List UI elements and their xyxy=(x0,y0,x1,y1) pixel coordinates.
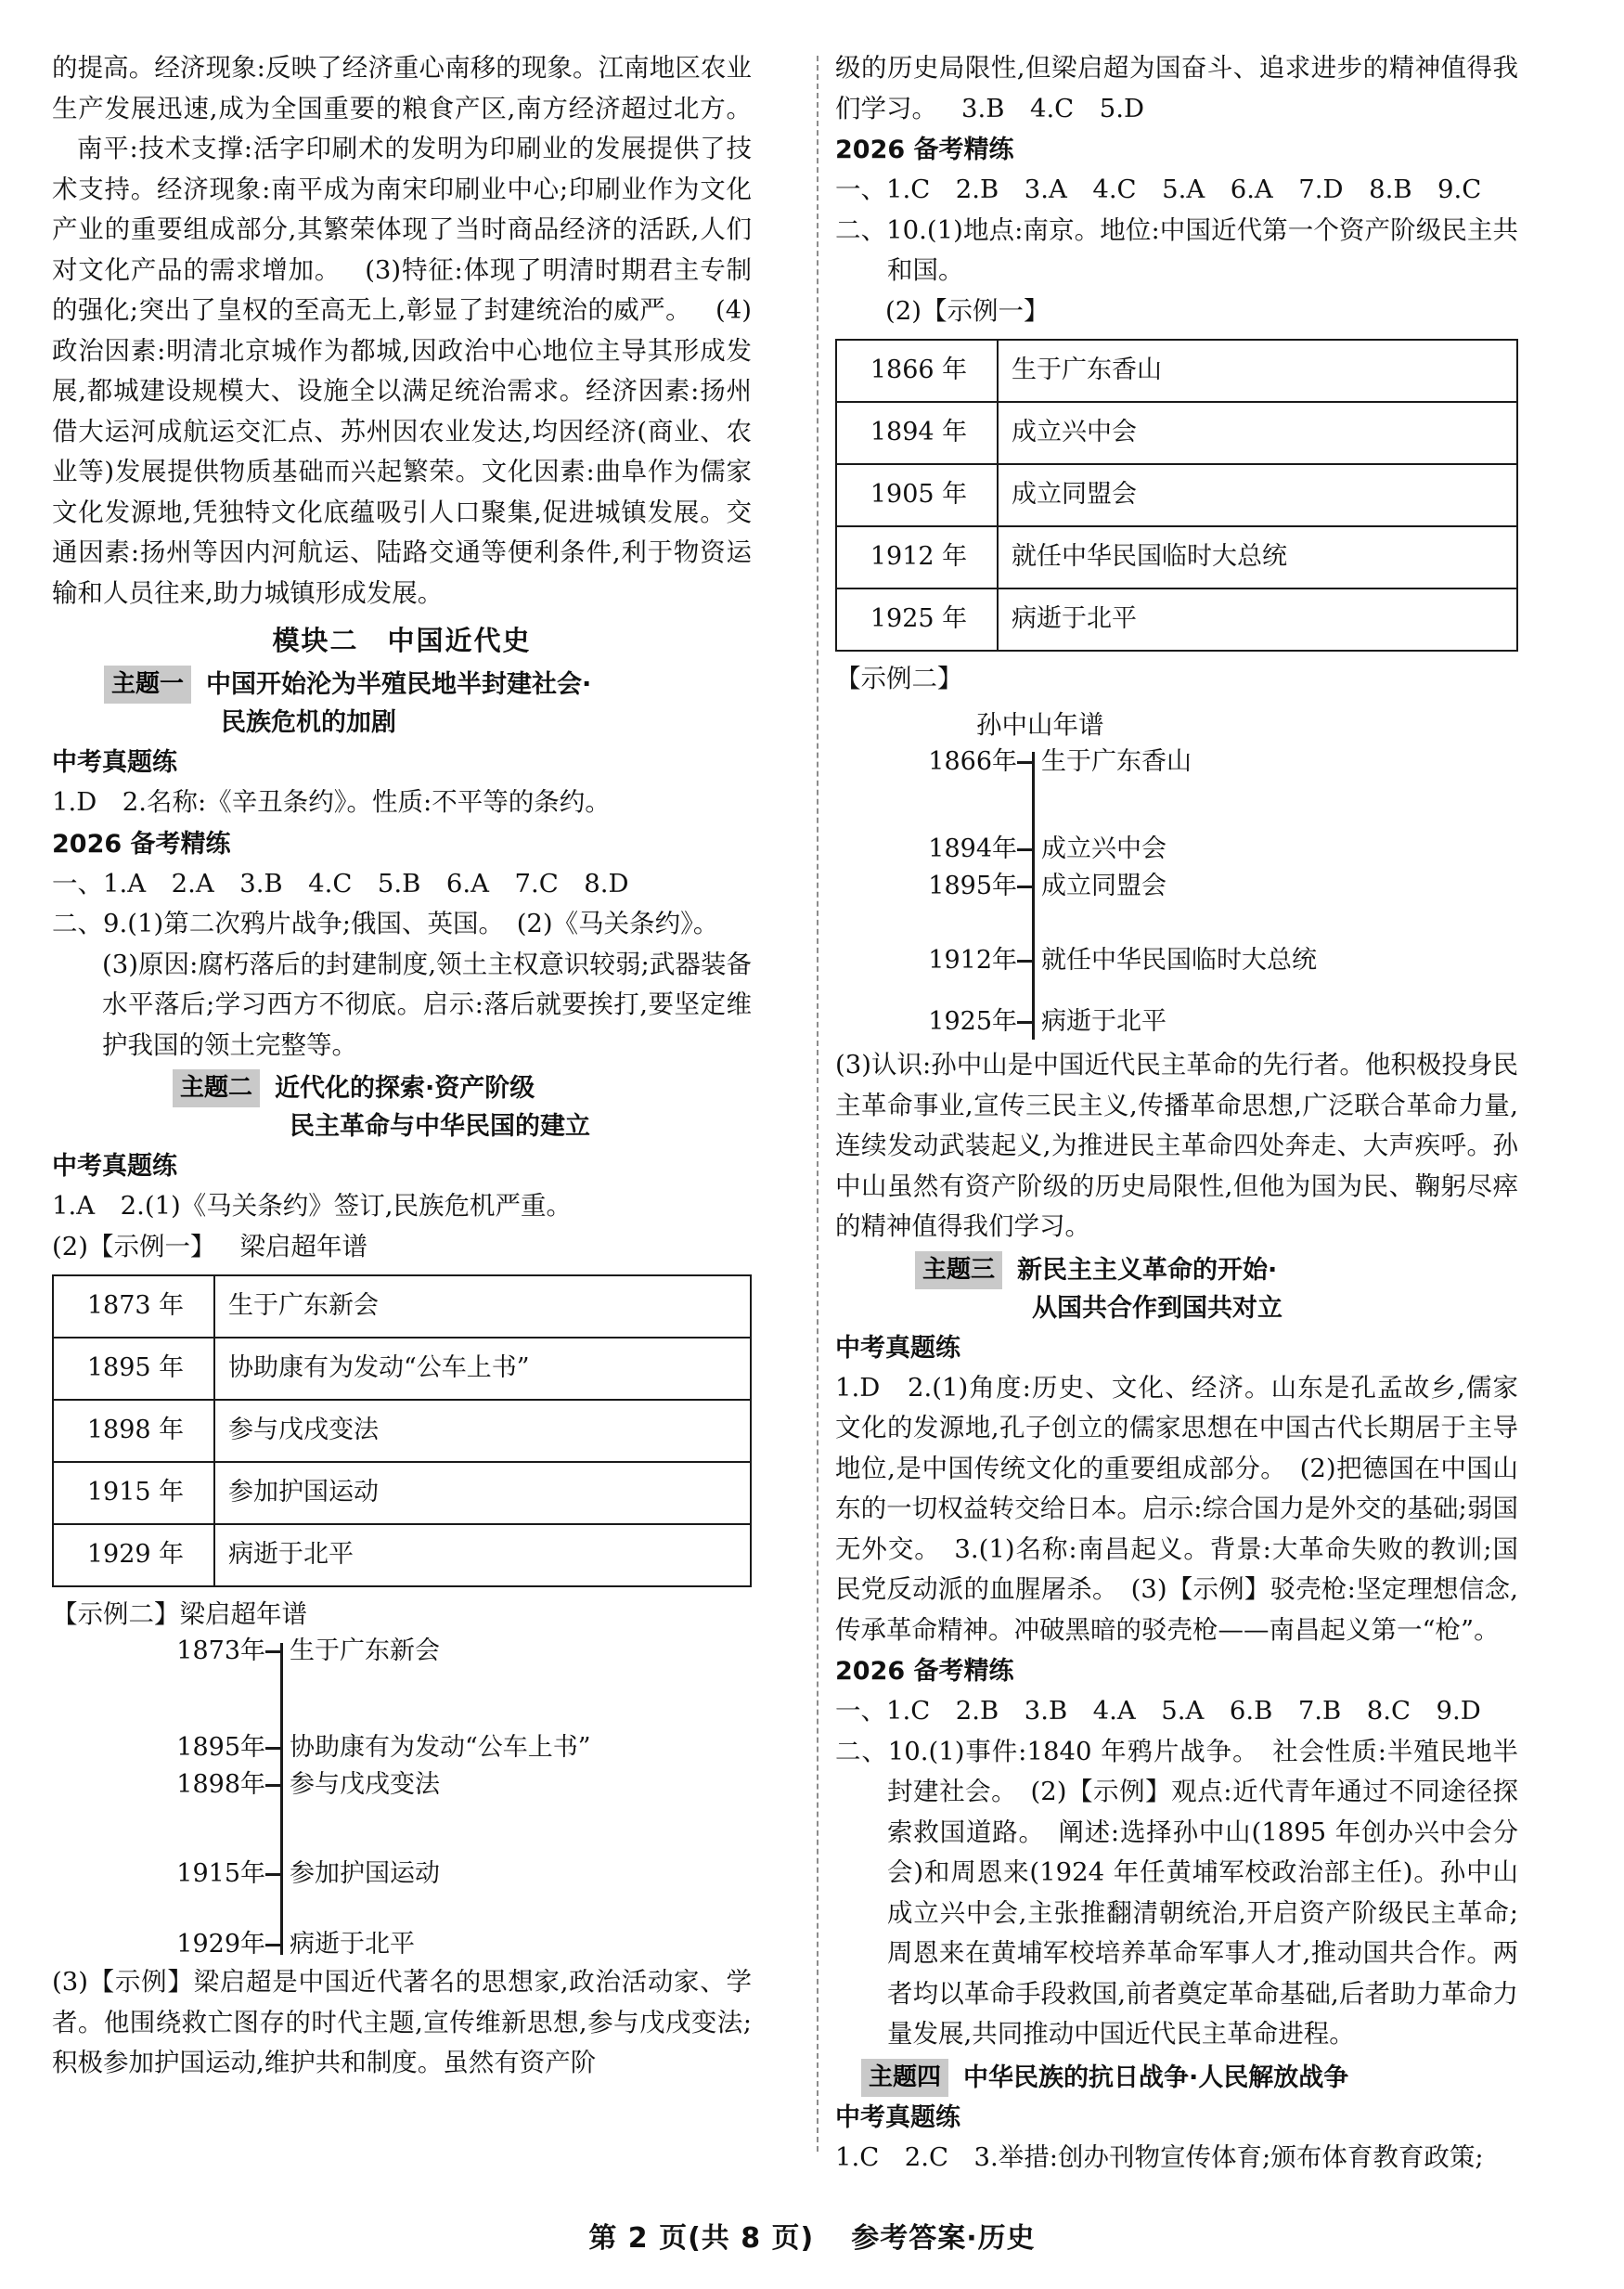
timeline-tick-icon xyxy=(265,1873,280,1876)
theme-two-prep-objective: 一、1.C 2.B 3.A 4.C 5.A 6.A 7.D 8.B 9.C xyxy=(835,175,1482,204)
theme-one-tag: 主题一 xyxy=(104,666,191,704)
timeline-event: 参加护国运动 xyxy=(290,1859,440,1888)
timeline-entry xyxy=(52,1734,591,1762)
table-cell-event: 病逝于北平 xyxy=(998,588,1517,651)
theme-three-tag: 主题三 xyxy=(915,1251,1002,1289)
liang-qichao-chronology-table xyxy=(52,1274,752,1587)
timeline-entry xyxy=(835,873,1166,900)
timeline-entry xyxy=(52,1931,415,1959)
sun-yatsen-timeline-title: 孙中山年谱 xyxy=(976,710,1104,740)
table-row xyxy=(53,1275,751,1338)
theme-two-answer-1: 1.A 2.(1)《马关条约》签订,民族危机严重。 xyxy=(52,1191,573,1221)
theme-one-real-exam-heading: 中考真题练 xyxy=(52,748,177,777)
timeline-tick-icon xyxy=(265,1944,280,1946)
theme-three-header xyxy=(835,1251,1518,1327)
theme-four-real-exam-heading: 中考真题练 xyxy=(835,2102,960,2132)
theme-three-real-exam-heading: 中考真题练 xyxy=(835,1333,960,1363)
theme-two-prep-subjective-1: 二、10.(1)地点:南京。地位:中国近代第一个资产阶级民主共和国。 xyxy=(835,214,1518,285)
column-divider xyxy=(817,56,818,2152)
timeline-event: 生于广东香山 xyxy=(1041,747,1192,776)
timeline-entry xyxy=(835,748,1192,776)
theme-two-example-one-label: (2)【示例一】 梁启超年谱 xyxy=(52,1231,367,1261)
timeline-tick-icon xyxy=(265,1784,280,1787)
table-cell-year: 1925 年 xyxy=(836,588,998,651)
timeline-event: 就任中华民国临时大总统 xyxy=(1041,946,1317,975)
table-row xyxy=(836,340,1517,402)
page-number: 第 2 页(共 8 页) xyxy=(588,2222,815,2255)
theme-two-answer-3: (3)【示例】梁启超是中国近代著名的思想家,政治活动家、学者。他围绕救亡图存的时代主题,宣传维新思想,参与戊戌变法;积极参加护国运动,维护共和制度。虽然有资产阶 xyxy=(52,1967,752,2077)
page-footer xyxy=(0,2215,1624,2256)
timeline-year: 1895年 xyxy=(176,1733,265,1762)
table-cell-event: 就任中华民国临时大总统 xyxy=(998,526,1517,588)
theme-one-prep-objective: 一、1.A 2.A 3.B 4.C 5.B 6.A 7.C 8.D xyxy=(52,868,629,899)
theme-two-prep-heading: 2026 备考精练 xyxy=(835,136,1014,164)
timeline-event: 协助康有为发动“公车上书” xyxy=(290,1733,591,1762)
table-cell-event: 成立同盟会 xyxy=(998,464,1517,526)
table-row xyxy=(53,1400,751,1462)
timeline-entry xyxy=(835,1008,1166,1036)
liang-qichao-timeline-label: 【示例二】梁启超年谱 xyxy=(52,1599,307,1629)
table-row xyxy=(836,402,1517,464)
table-cell-event: 参与戊戌变法 xyxy=(214,1400,751,1462)
timeline-entry xyxy=(52,1771,440,1799)
timeline-entry xyxy=(835,835,1166,863)
theme-one-real-exam-answers: 1.D 2.名称:《辛丑条约》。性质:不平等的条约。 xyxy=(52,787,611,817)
timeline-event: 病逝于北平 xyxy=(290,1930,415,1959)
theme-two-header xyxy=(52,1069,752,1145)
right-column xyxy=(785,48,1518,2172)
right-continued-paragraph: 级的历史局限性,但梁启超为国奋斗、追求进步的精神值得我们学习。 3.B 4.C 5.D xyxy=(835,53,1518,123)
table-body xyxy=(836,340,1517,651)
table-cell-year: 1873 年 xyxy=(53,1275,214,1338)
theme-one-prep-subjective-2: (3)原因:腐朽落后的封建制度,领土主权意识较弱;武器装备水平落后;学习西方不彻底。启示:落后就要挨打,要坚定维护我国的领土完整等。 xyxy=(102,949,752,1060)
theme-two-title: 近代化的探索·资产阶级 民主革命与中华民国的建立 xyxy=(275,1074,591,1141)
timeline-tick-icon xyxy=(1017,848,1032,851)
table-cell-year: 1905 年 xyxy=(836,464,998,526)
theme-four-real-exam-answers: 1.C 2.C 3.举措:创办刊物宣传体育;颁布体育教育政策; xyxy=(835,2141,1484,2172)
table-cell-year: 1894 年 xyxy=(836,402,998,464)
timeline-year: 1894年 xyxy=(928,834,1017,863)
two-column-layout xyxy=(52,48,1572,2172)
table-row xyxy=(53,1338,751,1400)
timeline-tick-icon xyxy=(265,1650,280,1653)
theme-three-real-exam-answers: 1.D 2.(1)角度:历史、文化、经济。山东是孔孟故乡,儒家文化的发源地,孔子创立的儒家思想在中国古代长期居于主导地位,是中国传统文化的重要组成部分。 (2)把德国在中国山东的一切权益转交给日本。启示:综合国力是外交的基础;弱国无外交。 3.(1)名称:南昌起义。背景:大革命失败的教训;国民党反动派的血腥屠杀。 (3)【示例】驳壳枪:坚定理想信念,传承革命精神。冲破黑暗的驳壳枪——南昌起义第一“枪”。 xyxy=(835,1372,1518,1645)
table-row xyxy=(53,1524,751,1586)
timeline-entry xyxy=(52,1637,451,1665)
theme-two-tag: 主题二 xyxy=(173,1069,260,1107)
timeline-tick-icon xyxy=(1017,761,1032,764)
theme-four-header xyxy=(835,2059,1518,2097)
timeline-event: 生于广东新会 xyxy=(290,1636,440,1665)
timeline-year: 1915年 xyxy=(176,1859,265,1888)
table-row xyxy=(53,1462,751,1524)
footer-subject-label: 参考答案·历史 xyxy=(851,2222,1036,2255)
theme-one-prep-subjective-1: 二、9.(1)第二次鸦片战争;俄国、英国。 (2)《马关条约》。 xyxy=(52,909,719,938)
theme-two-real-exam-heading: 中考真题练 xyxy=(52,1152,177,1181)
theme-one-title: 中国开始沦为半殖民地半封建社会· 民族危机的加剧 xyxy=(206,670,592,737)
table-cell-event: 病逝于北平 xyxy=(214,1524,751,1586)
table-cell-year: 1929 年 xyxy=(53,1524,214,1586)
timeline-event: 成立兴中会 xyxy=(1041,834,1166,863)
left-column xyxy=(52,48,785,2165)
sun-yatsen-timeline xyxy=(835,748,1518,1045)
table-cell-event: 成立兴中会 xyxy=(998,402,1517,464)
theme-three-prep-objective: 一、1.C 2.B 3.B 4.A 5.A 6.B 7.B 8.C 9.D xyxy=(835,1696,1481,1726)
timeline-year: 1912年 xyxy=(928,946,1017,975)
sun-yatsen-chronology-table xyxy=(835,339,1518,652)
table-cell-event: 参加护国运动 xyxy=(214,1462,751,1524)
table-row xyxy=(836,526,1517,588)
theme-three-prep-subjective: 二、10.(1)事件:1840 年鸦片战争。 社会性质:半殖民地半封建社会。 (2)【示例】观点:近代青年通过不同途径探索救国道路。 阐述:选择孙中山(1895 年创办兴中会分会)和周恩来(1924 年任黄埔军校政治部主任)。孙中山成立兴中会,主张推翻清朝统治,开启资产阶级民主革命;周恩来在黄埔军校培养革命军事人才,推动国共合作。两者均以革命手段救国,前者奠定革命基础,后者助力革命力量发展,共同推动中国近代民主革命进程。 xyxy=(835,1736,1518,2049)
table-body xyxy=(53,1275,751,1586)
theme-two-example-one-label: (2)【示例一】 xyxy=(885,295,1050,326)
timeline-year: 1929年 xyxy=(176,1930,265,1959)
table-cell-year: 1866 年 xyxy=(836,340,998,402)
timeline-tick-icon xyxy=(265,1747,280,1750)
theme-three-title: 新民主主义革命的开始· 从国共合作到国共对立 xyxy=(1017,1255,1283,1323)
table-cell-year: 1895 年 xyxy=(53,1338,214,1400)
timeline-entry xyxy=(52,1860,440,1888)
table-cell-year: 1915 年 xyxy=(53,1462,214,1524)
timeline-axis xyxy=(280,1643,283,1955)
module-title: 模块二 中国近代史 xyxy=(272,625,532,656)
theme-four-title: 中华民族的抗日战争·人民解放战争 xyxy=(963,2063,1349,2092)
timeline-entry xyxy=(835,947,1317,975)
timeline-tick-icon xyxy=(1017,1021,1032,1024)
theme-three-prep-heading: 2026 备考精练 xyxy=(835,1657,1014,1686)
liang-qichao-timeline xyxy=(52,1637,752,1962)
timeline-tick-icon xyxy=(1017,886,1032,888)
table-cell-year: 1898 年 xyxy=(53,1400,214,1462)
table-cell-year: 1912 年 xyxy=(836,526,998,588)
timeline-year: 1925年 xyxy=(928,1007,1017,1036)
theme-one-prep-heading: 2026 备考精练 xyxy=(52,829,231,859)
timeline-tick-icon xyxy=(1017,960,1032,963)
table-row xyxy=(836,588,1517,651)
timeline-event: 病逝于北平 xyxy=(1041,1007,1166,1036)
timeline-event: 参与戊戌变法 xyxy=(290,1770,440,1799)
table-cell-event: 生于广东香山 xyxy=(998,340,1517,402)
table-row xyxy=(836,464,1517,526)
timeline-year: 1895年 xyxy=(928,872,1017,900)
sun-yatsen-timeline-label: 【示例二】 xyxy=(835,664,963,693)
timeline-event: 成立同盟会 xyxy=(1041,872,1166,900)
timeline-year: 1898年 xyxy=(176,1770,265,1799)
theme-four-tag: 主题四 xyxy=(861,2059,948,2097)
continued-paragraph-1: 的提高。经济现象:反映了经济重心南移的现象。江南地区农业生产发展迅速,成为全国重要的粮食产区,南方经济超过北方。南平:技术支撑:活字印刷术的发明为印刷业的发展提供了技术支持。经济现象:南平成为南宋印刷业中心;印刷业作为文化产业的重要组成部分,其繁荣体现了当时商品经济的活跃,人们对文化产品的需求增加。 (3)特征:体现了明清时期君主专制的强化;突出了皇权的至高无上,彰显了封建统治的威严。 (4)政治因素:明清北京城作为都城,因政治中心地位主导其形成发展,都城建设规模大、设施全以满足统治需求。经济因素:扬州借大运河成航运交汇点、苏州因农业发达,均因经济(商业、农业等)发展提供物质基础而兴起繁荣。文化因素:曲阜作为儒家文化发源地,凭独特文化底蕴吸引人口聚集,促进城镇发展。交通因素:扬州等因内河航运、陆路交通等便利条件,利于物资运输和人员往来,助力城镇形成发展。 xyxy=(52,53,752,608)
timeline-year: 1866年 xyxy=(928,747,1017,776)
table-cell-event: 协助康有为发动“公车上书” xyxy=(214,1338,751,1400)
theme-one-header xyxy=(52,666,752,742)
right-answer-3: (3)认识:孙中山是中国近代民主革命的先行者。他积极投身民主革命事业,宣传三民主义,传播革命思想,广泛联合革命力量,连续发动武装起义,为推进民主革命四处奔走、大声疾呼。孙中山虽然有资产阶级的历史局限性,但他为国为民、鞠躬尽瘁的精神值得我们学习。 xyxy=(835,1050,1518,1241)
timeline-year: 1873年 xyxy=(176,1636,265,1665)
table-cell-event: 生于广东新会 xyxy=(214,1275,751,1338)
